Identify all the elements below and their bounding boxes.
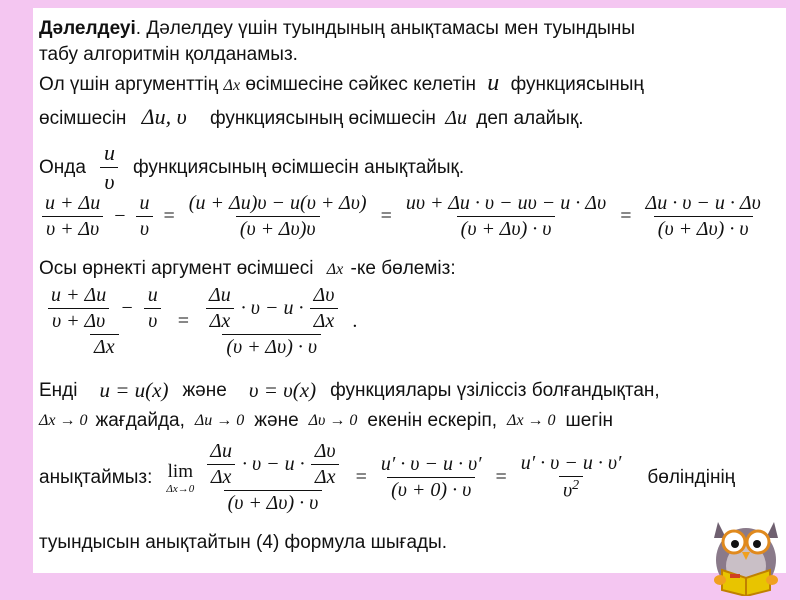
line-4: өсімшесін Δu, υ функциясының өсімшесін Δu деп алайық. [39,104,584,129]
owl-reading-book-icon [700,508,792,596]
dx-to-zero: Δx → 0 [39,412,88,429]
equation-divided: $\frac{u + \Delta u}{\upsilon + \Delta\upsilon}$ − $\frac{u}{\upsilon}$ Δx = $\frac{\Delta u}{\Delta x}$ · υ − u · $\frac{\Delta\upsilon}{\Delta x}$ (υ + Δυ) · υ . [39,284,357,359]
line-3: Ол үшін аргументтің Δx өсімшесіне сәйкес келетін u функциясының [39,70,644,96]
line-12: туындысын анықтайтын (4) формула шығады. [39,532,448,553]
dv-to-zero: Δυ → 0 [308,412,358,429]
proof-label: Дәлелдеуі [39,18,136,39]
var-u: u [487,70,500,96]
line-2: табу алгоритмін қолданамыз. [39,44,298,65]
fraction-u-over-v: $\frac{u}{\upsilon}$ [100,140,119,195]
limit-operator: lim Δx→0 [166,460,195,495]
du-to-zero: Δu → 0 [194,412,245,429]
line-1: Дәлелдеуі. Дәлелдеу үшін туындының анықтамасы мен туындыны [39,18,636,39]
delta-x-2: Δx [326,261,344,278]
line-11: анықтаймыз: lim Δx→0 $\frac{\Delta u}{\Delta x}$ · υ − u · $\frac{\Delta\upsilon}{\Delta x}$ (υ + Δυ) · υ = $\frac{u' \cdot \upsilon - u \cdot \upsilon'}{(\upsilon + 0) \cdot \upsilon}$ = $\frac{u' \cdot \upsilon - u \cdot \upsilon'}{\upsilon^2}$ бөліндінің [39,440,736,514]
delta-u: Δu [445,107,467,129]
line-5: Онда $\frac{u}{\upsilon}$ функциясының өсімшесін анықтайық. [39,140,465,194]
eq-v-of-x: υ = υ(x) [248,378,317,402]
line-9: Енді u = u(x) және υ = υ(x) функциялары үзіліссіз болғандықтан, [39,378,660,402]
equation-difference: $\frac{u + \Delta u}{\upsilon + \Delta\upsilon}$ − $\frac{u}{\upsilon}$ = $\frac{(u + \Delta u)\upsilon - u(\upsilon + \Delta\upsilon)}{(\upsilon + \Delta\upsilon)\upsilon}$ = $\frac{u\upsilon + \Delta u \cdot \upsilon - u\upsilon - u \cdot \Delta\upsilon}{(\upsilon + \Delta\upsilon) \cdot \upsilon}$ = $\frac{\Delta u \cdot \upsilon - u \cdot \Delta\upsilon}{(\upsilon + \Delta\upsilon) \cdot \upsilon}$ [39,192,767,241]
dx-to-zero-2: Δx → 0 [507,412,556,429]
delta-u-v: Δu, υ [141,104,187,129]
delta-x: Δx [223,77,241,94]
eq-u-of-x: u = u(x) [99,378,169,402]
line-10: Δx → 0 жағдайда, Δu → 0 және Δυ → 0 екенін ескеріп, Δx → 0 шегін [39,410,614,431]
slide-content [33,8,786,573]
line-7: Осы өрнекті аргумент өсімшесі Δx -ке бөлеміз: [39,258,456,279]
